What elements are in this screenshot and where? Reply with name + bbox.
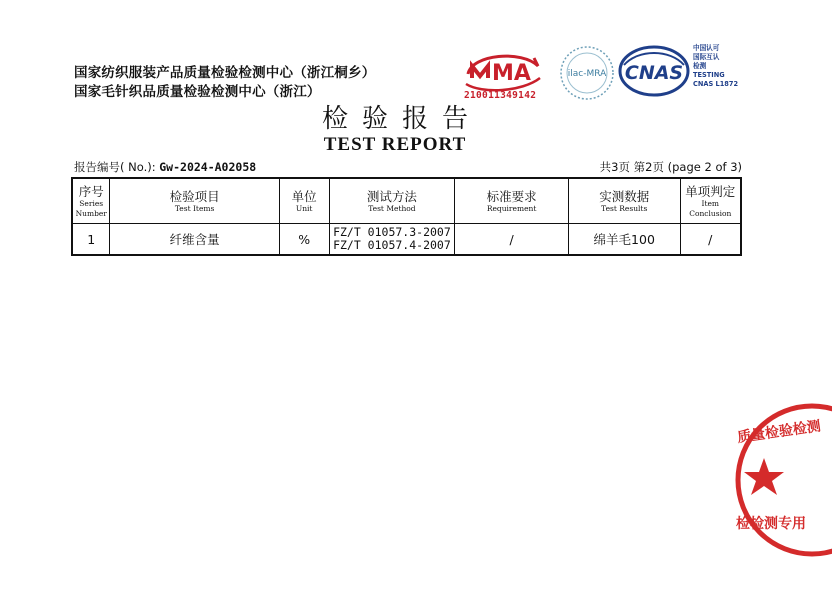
org-name-line1: 国家纺织服装产品质量检验检测中心（浙江桐乡） (74, 65, 376, 81)
table-header-row (72, 178, 741, 224)
method-line: FZ/T 01057.4-2007 (333, 238, 451, 252)
header-en: Unit (295, 203, 313, 213)
cnas-side-line: 中国认可 (693, 44, 720, 52)
cnas-side-line: TESTING (693, 71, 725, 79)
cnas-logo (618, 45, 690, 97)
report-title-en: TEST REPORT (323, 134, 467, 155)
header-series-number (72, 178, 110, 224)
cell-test-method (329, 224, 455, 256)
report-number-label: 报告编号( No.): (74, 160, 160, 174)
header-item-conclusion (680, 178, 741, 224)
header-cn: 序号 (78, 183, 104, 199)
cnas-logo-text: CNAS (624, 62, 684, 84)
header-test-items (110, 178, 279, 224)
table-row (72, 224, 741, 256)
cnas-side-line: CNAS L1872 (693, 80, 739, 88)
header-test-results (568, 178, 680, 224)
cnas-side-text (693, 44, 738, 89)
cell-requirement: / (455, 224, 569, 256)
header-cn: 检验项目 (169, 188, 220, 204)
method-line: FZ/T 01057.3-2007 (333, 225, 451, 239)
cnas-side-line: 检测 (693, 62, 707, 70)
header-en: Test Method (368, 203, 416, 213)
cell-test-item: 纤维含量 (110, 224, 279, 256)
header-unit (279, 178, 329, 224)
header-en: Requirement (486, 203, 537, 213)
cell-test-result: 绵羊毛100 (568, 224, 680, 256)
cma-number: 210011349142 (464, 90, 537, 101)
cell-unit: % (279, 224, 329, 256)
header-cn: 单位 (291, 188, 317, 204)
cma-mark-text: MA (492, 61, 531, 86)
cell-conclusion: / (680, 224, 741, 256)
header-test-method (329, 178, 455, 224)
page-info: 共3页 第2页 (page 2 of 3) (599, 160, 742, 174)
cell-number: 1 (72, 224, 110, 256)
header-cn: 单项判定 (685, 183, 736, 199)
cnas-side-line: 国际互认 (693, 53, 720, 61)
report-title-cn: 检验报告 (321, 104, 482, 134)
ilac-mra-logo (558, 44, 616, 102)
results-table (71, 177, 742, 256)
report-number (74, 159, 256, 175)
header-cn: 测试方法 (366, 188, 417, 204)
header-cn: 标准要求 (486, 188, 537, 204)
org-name-line2: 国家毛针织品质量检验检测中心（浙江） (74, 84, 321, 100)
header-en: Series Number (75, 198, 107, 218)
header-en: Test Results (601, 203, 648, 213)
ilac-mra-text: ilac-MRA (567, 69, 607, 79)
svg-text:质量检验检测: 质量检验检测 (736, 418, 822, 446)
header-en: Item Conclusion (689, 198, 732, 218)
header-cn: 实测数据 (599, 188, 650, 204)
report-number-value: Gw-2024-A02058 (159, 160, 257, 174)
svg-text:检检测专用: 检检测专用 (736, 516, 806, 532)
header-requirement (455, 178, 569, 224)
inspection-seal-stamp (732, 400, 832, 570)
header-en: Test Items (174, 203, 215, 213)
